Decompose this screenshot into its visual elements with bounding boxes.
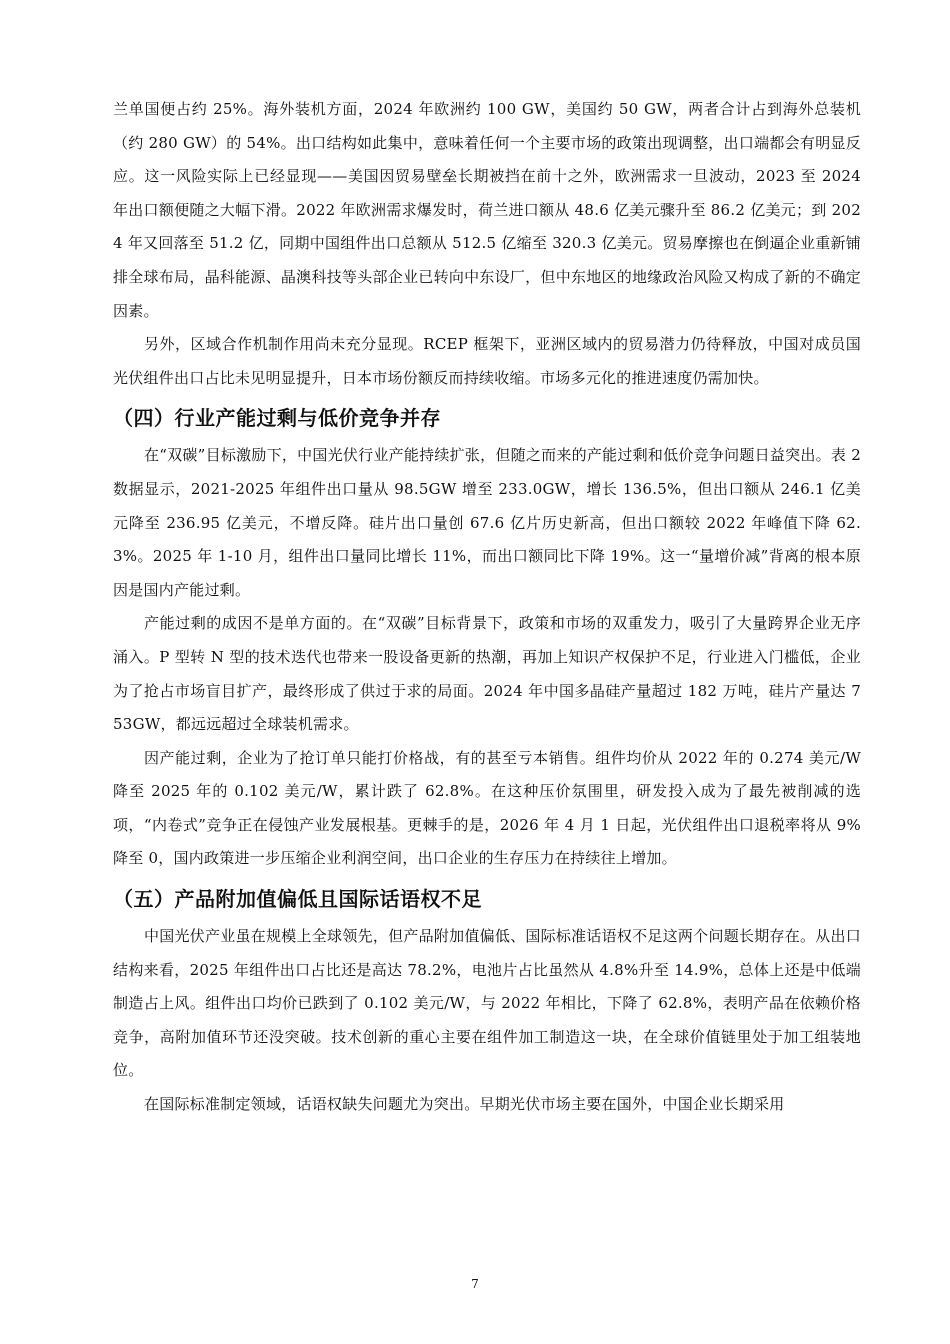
paragraph-overcapacity-intro: 在“双碳”目标激励下，中国光伏行业产能持续扩张，但随之而来的产能过剩和低价竞争问题日益突出。表 2 数据显示，2021-2025 年组件出口量从 98.5GW 增至 233.0GW，增长 136.5%，但出口额从 246.1 亿美元降至 236.95 亿美元，不增反降。硅片出口量创 67.6 亿片历史新高，但出口额较 2022 年峰值下降 62.3%。2025 年 1-10 月，组件出口量同比增长 11%，而出口额同比下降 19%。这一“量增价减”背离的根本原因是国内产能过剩。 [113,446,861,599]
paragraph-standards-voice: 在国际标准制定领域，话语权缺失问题尤为突出。早期光伏市场主要在国外，中国企业长期采用 [144,1095,785,1114]
paragraph-value-added: 中国光伏产业虽在规模上全球领先，但产品附加值偏低、国际标准话语权不足这两个问题长期存在。从出口结构来看，2025 年组件出口占比还是高达 78.2%，电池片占比虽然从 4.8%升至 14.9%，总体上还是中低端制造占上风。组件出口均价已跌到了 0.102 美元/W，与 2022 年相比，下降了 62.8%，表明产品在依赖价格竞争，高附加值环节还没突破。技术创新的重心主要在组件加工制造这一块，在全球价值链里处于加工组装地位。 [113,927,861,1080]
section-heading-value-added: （五）产品附加值偏低且国际话语权不足 [113,887,482,912]
paragraph-regional-cooperation: 另外，区域合作机制作用尚未充分显现。RCEP 框架下，亚洲区域内的贸易潜力仍待释放，中国对成员国光伏组件出口占比未见明显提升，日本市场份额反而持续收缩。市场多元化的推进速度仍需加快。 [113,335,861,387]
paragraph-price-war: 因产能过剩，企业为了抢订单只能打价格战，有的甚至亏本销售。组件均价从 2022 年的 0.274 美元/W 降至 2025 年的 0.102 美元/W，累计跌了 62.8%。在这种压价氛围里，研发投入成为了最先被削减的选项，“内卷式”竞争正在侵蚀产业发展根基。更棘手的是，2026 年 4 月 1 日起，光伏组件出口退税率将从 9%降至 0，国内政策进一步压缩企业利润空间，出口企业的生存压力在持续往上增加。 [113,748,861,868]
page-number: 7 [471,1277,479,1291]
section-heading-overcapacity: （四）行业产能过剩与低价竞争并存 [113,406,441,431]
page-body [113,93,861,1122]
paragraph-overcapacity-causes: 产能过剩的成因不是单方面的。在“双碳”目标背景下，政策和市场的双重发力，吸引了大量跨界企业无序涌入。P 型转 N 型的技术迭代也带来一股设备更新的热潮，再加上知识产权保护不足，行业进入门槛低，企业为了抢占市场盲目扩产，最终形成了供过于求的局面。2024 年中国多晶硅产量超过 182 万吨，硅片产量达 753GW，都远远超过全球装机需求。 [113,614,861,734]
paragraph-export-concentration: 兰单国便占约 25%。海外装机方面，2024 年欧洲约 100 GW，美国约 50 GW，两者合计占到海外总装机（约 280 GW）的 54%。出口结构如此集中，意味着任何一个主要市场的政策出现调整，出口端都会有明显反应。这一风险实际上已经显现——美国因贸易壁垒长期被挡在前十之外，欧洲需求一旦波动，2023 至 2024 年出口额便随之大幅下滑。2022 年欧洲需求爆发时，荷兰进口额从 48.6 亿美元骤升至 86.2 亿美元；到 2024 年又回落至 51.2 亿，同期中国组件出口总额从 512.5 亿缩至 320.3 亿美元。贸易摩擦也在倒逼企业重新铺排全球布局，晶科能源、晶澳科技等头部企业已转向中东设厂，但中东地区的地缘政治风险又构成了新的不确定因素。 [113,100,861,320]
